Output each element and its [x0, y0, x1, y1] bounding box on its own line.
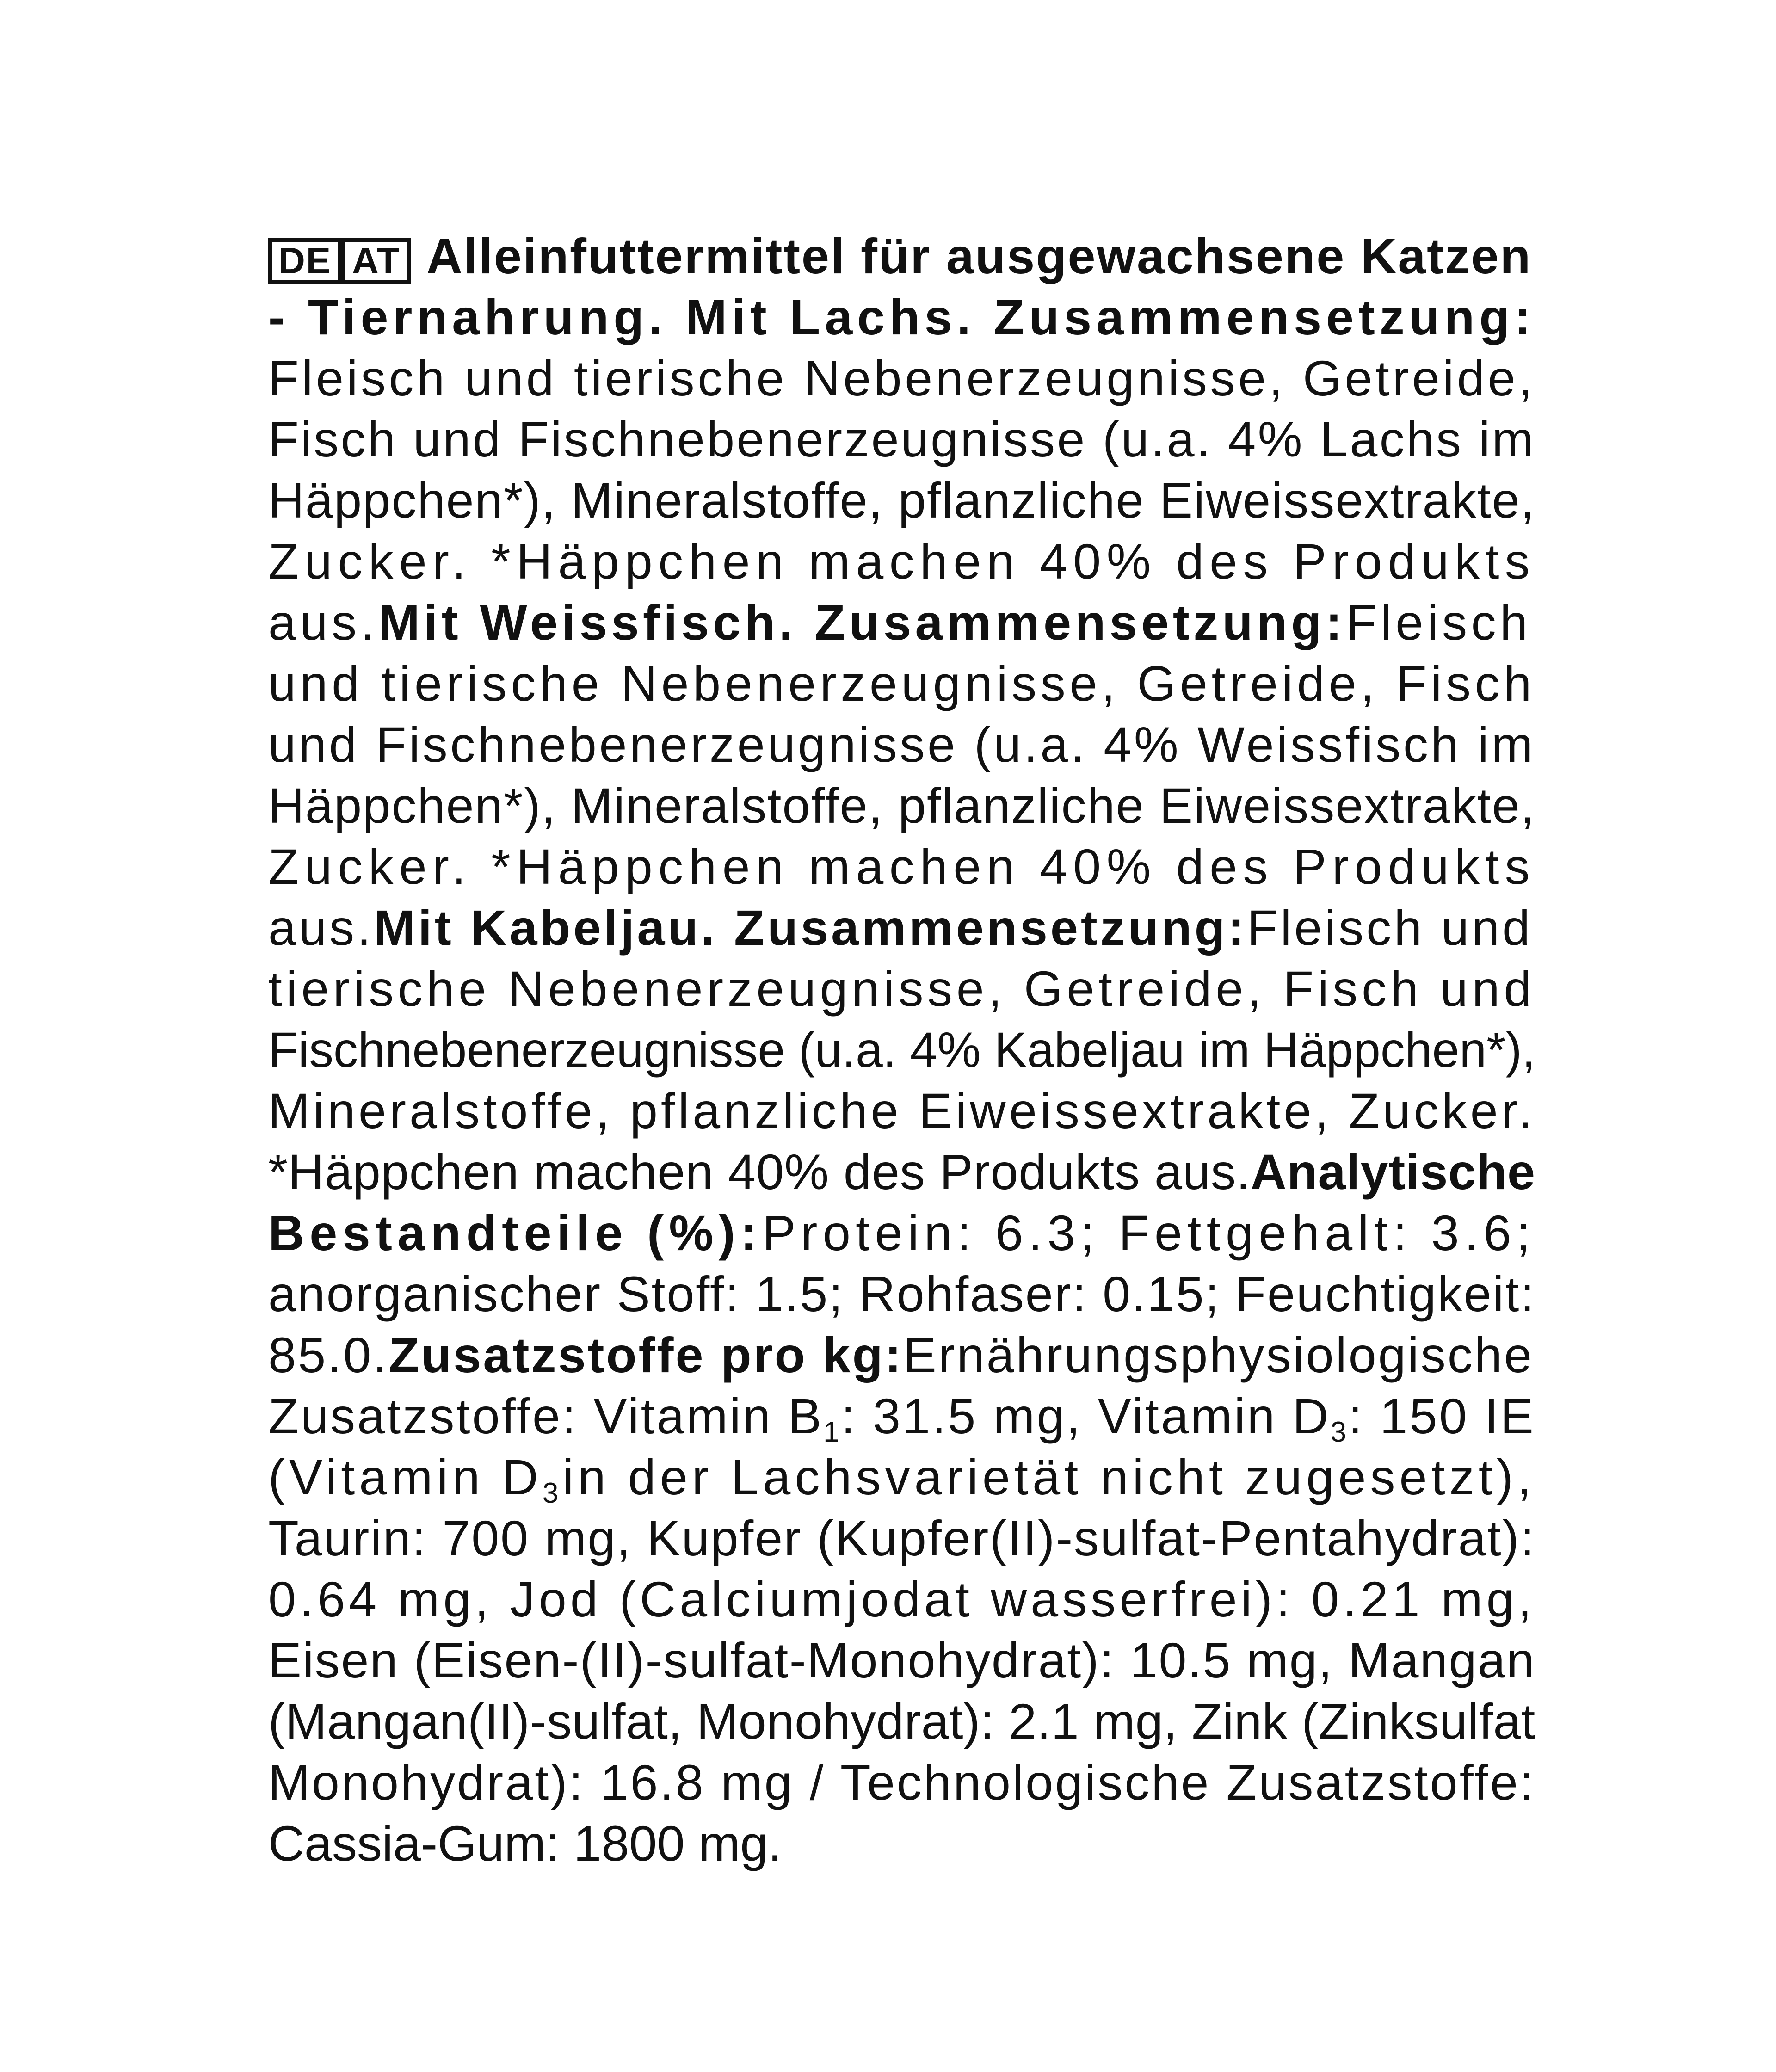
label-line-content	[268, 1080, 1536, 1141]
label-line	[268, 226, 1536, 287]
body-text: *Häppchen machen 40% des Produkts aus.	[268, 1144, 1251, 1200]
country-code-box: DE	[268, 238, 342, 284]
label-line-content	[268, 1813, 782, 1874]
body-text: (Mangan(II)-sulfat, Monohydrat): 2.1 mg, Zink (Zinksulfat	[268, 1693, 1536, 1749]
body-text: anorganischer Stoff: 1.5; Rohfaser: 0.15; Feuchtigkeit:	[268, 1266, 1536, 1322]
bold-text: Mit Weissfisch. Zusammensetzung:	[378, 594, 1346, 650]
label-line-content	[268, 531, 1536, 592]
label-text	[268, 226, 1536, 1874]
label-line	[268, 1202, 1536, 1264]
label-line	[268, 1752, 1536, 1813]
subscript-text: 3	[542, 1477, 563, 1509]
label-line	[268, 409, 1536, 470]
label-line	[268, 1325, 1536, 1386]
body-text: Häppchen*), Mineralstoffe, pflanzliche Eiweissextrakte,	[268, 472, 1536, 528]
body-text: tierische Nebenerzeugnisse, Getreide, Fisch und	[268, 961, 1536, 1017]
body-text: Fischnebenerzeugnisse (u.a. 4% Kabeljau im Häppchen*),	[268, 1022, 1536, 1078]
subscript-text: 3	[1330, 1416, 1349, 1448]
label-line-content	[268, 1264, 1536, 1325]
label-line-content	[268, 409, 1536, 470]
label-line	[268, 836, 1536, 897]
subscript-text: 1	[823, 1416, 841, 1448]
bold-text: Bestandteile (%):	[268, 1205, 763, 1261]
body-text: Fisch und Fischnebenerzeugnisse (u.a. 4% Lachs im	[268, 411, 1536, 467]
label-line-content	[268, 1386, 1536, 1447]
label-line-content	[268, 1141, 1536, 1202]
label-line-content	[268, 592, 1532, 653]
body-text: aus.	[268, 900, 374, 956]
label-line	[268, 1080, 1536, 1141]
body-text: aus.	[268, 594, 378, 650]
body-text: Taurin: 700 mg, Kupfer (Kupfer(II)-sulfat-Pentahydrat):	[268, 1510, 1536, 1566]
bold-text: Mit Kabeljau. Zusammensetzung:	[373, 900, 1247, 956]
body-text: Zucker. *Häppchen machen 40% des Produkts	[268, 839, 1536, 894]
label-line	[268, 1813, 1536, 1874]
body-text: : 31.5 mg, Vitamin D	[841, 1388, 1331, 1444]
body-text: Cassia-Gum: 1800 mg.	[268, 1815, 782, 1871]
label-line	[268, 1019, 1536, 1080]
label-line-content	[268, 775, 1536, 836]
label-line	[268, 287, 1536, 348]
label-line	[268, 348, 1536, 409]
bold-text: Analytische	[1250, 1144, 1536, 1200]
body-text: 0.64 mg, Jod (Calciumjodat wasserfrei): 0.21 mg,	[268, 1571, 1536, 1627]
label-line-content	[268, 1508, 1536, 1569]
label-line	[268, 1569, 1536, 1630]
country-codes	[268, 226, 411, 287]
label-line	[268, 775, 1536, 836]
label-line-content	[268, 1019, 1536, 1080]
label-line-content	[268, 1752, 1536, 1813]
body-text: Ernährungsphysiologische	[903, 1327, 1534, 1383]
label-line-content	[268, 836, 1536, 897]
bold-text: Zusatzstoffe pro kg:	[388, 1327, 903, 1383]
body-text: Fleisch und tierische Nebenerzeugnisse, Getreide,	[268, 350, 1536, 406]
body-text: 85.0.	[268, 1327, 389, 1383]
label-line-content	[268, 1691, 1536, 1752]
label-line-content	[268, 1630, 1536, 1691]
body-text: und Fischnebenerzeugnisse (u.a. 4% Weissfisch im	[268, 716, 1536, 772]
label-line	[268, 1141, 1536, 1202]
body-text: und tierische Nebenerzeugnisse, Getreide, Fisch	[268, 655, 1536, 711]
body-text: Zucker. *Häppchen machen 40% des Produkts	[268, 533, 1536, 589]
body-text: Eisen (Eisen-(II)-sulfat-Monohydrat): 10.5 mg, Mangan	[268, 1632, 1536, 1688]
label-line-content	[268, 958, 1536, 1019]
body-text: Zusatzstoffe: Vitamin B	[268, 1388, 824, 1444]
label-line-content	[268, 470, 1536, 531]
body-text: Fleisch	[1346, 594, 1532, 650]
label-line-content	[268, 714, 1536, 775]
country-code-box: AT	[342, 238, 411, 284]
label-line-content	[268, 287, 1536, 348]
body-text: Mineralstoffe, pflanzliche Eiweissextrakte, Zucker.	[268, 1083, 1536, 1139]
label-line	[268, 470, 1536, 531]
label-line-content	[268, 226, 1532, 287]
label-line	[268, 1386, 1536, 1447]
label-line-content	[268, 1325, 1534, 1386]
body-text: Monohydrat): 16.8 mg / Technologische Zusatzstoffe:	[268, 1754, 1536, 1810]
label-line	[268, 897, 1536, 958]
body-text: Protein: 6.3; Fettgehalt: 3.6;	[762, 1205, 1536, 1261]
label-line	[268, 1508, 1536, 1569]
body-text: Häppchen*), Mineralstoffe, pflanzliche Eiweissextrakte,	[268, 777, 1536, 833]
label-line	[268, 531, 1536, 592]
bold-text: Alleinfuttermittel für ausgewachsene Katzen	[426, 228, 1532, 284]
body-text: Fleisch und	[1247, 900, 1533, 956]
label-line	[268, 1264, 1536, 1325]
body-text: : 150 IE	[1348, 1388, 1536, 1444]
label-line-content	[268, 1447, 1536, 1508]
label-line	[268, 714, 1536, 775]
label-line-content	[268, 1202, 1536, 1264]
label-line	[268, 1447, 1536, 1508]
label-line	[268, 653, 1536, 714]
label-line	[268, 1630, 1536, 1691]
label-line-content	[268, 348, 1536, 409]
ingredient-label	[268, 226, 1536, 1874]
bold-text: - Tiernahrung. Mit Lachs. Zusammensetzung:	[268, 289, 1536, 345]
label-line-content	[268, 653, 1536, 714]
label-line-content	[268, 897, 1533, 958]
label-line	[268, 1691, 1536, 1752]
body-text: (Vitamin D	[268, 1449, 543, 1505]
label-line	[268, 592, 1536, 653]
label-line	[268, 958, 1536, 1019]
body-text: in der Lachsvarietät nicht zugesetzt),	[562, 1449, 1536, 1505]
label-line-content	[268, 1569, 1536, 1630]
